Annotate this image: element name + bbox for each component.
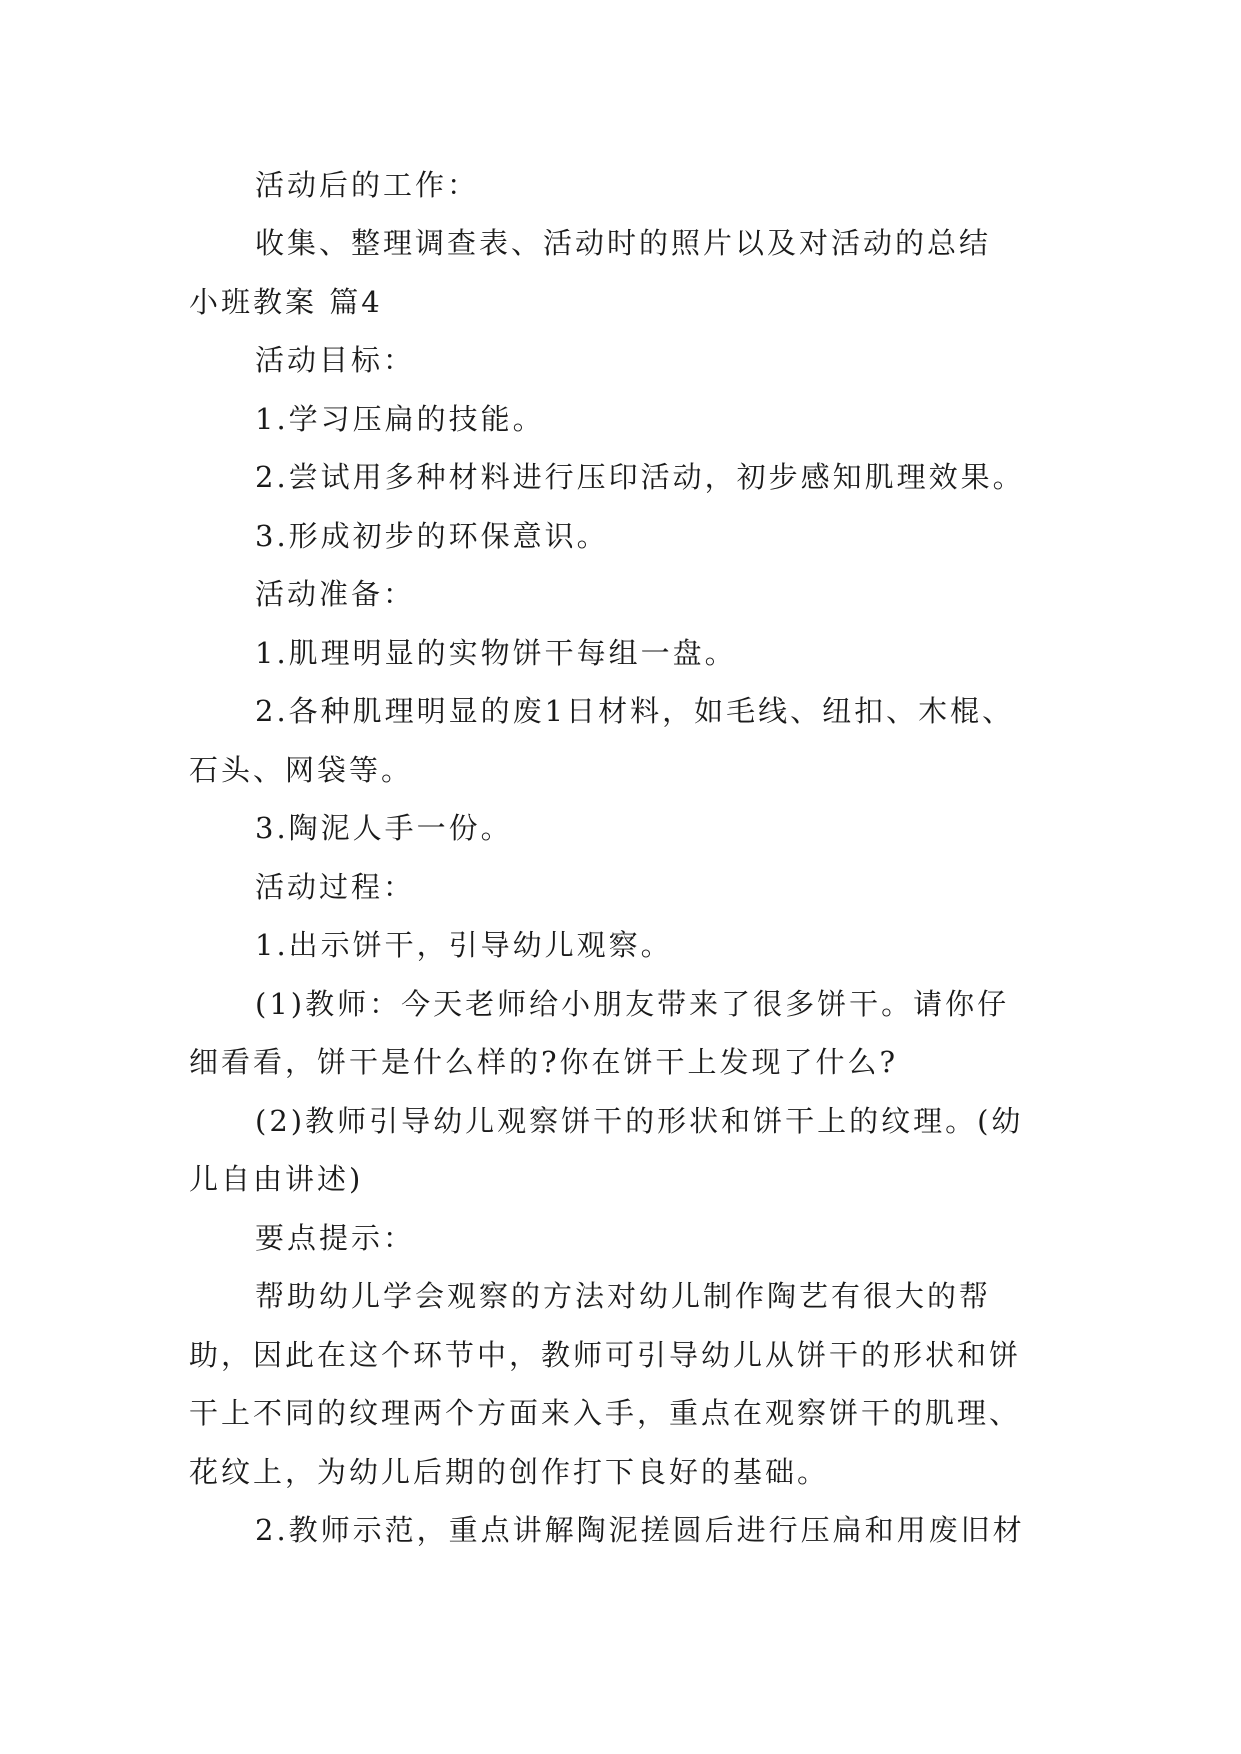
text-line: 2.尝试用多种材料进行压印活动，初步感知肌理效果。 bbox=[255, 460, 1025, 494]
text-line: (2)教师引导幼儿观察饼干的形状和饼干上的纹理。(幼 bbox=[255, 1104, 1024, 1138]
text-line: 1.学习压扁的技能。 bbox=[255, 402, 545, 436]
text-line: 儿自由讲述) bbox=[189, 1162, 364, 1196]
text-line: 干上不同的纹理两个方面来入手，重点在观察饼干的肌理、 bbox=[189, 1396, 1022, 1430]
text-line: (1)教师：今天老师给小朋友带来了很多饼干。请你仔 bbox=[255, 987, 1010, 1021]
text-line: 2.各种肌理明显的废1日材料，如毛线、纽扣、木棍、 bbox=[255, 694, 1015, 728]
text-line: 活动后的工作： bbox=[255, 168, 480, 202]
text-line: 石头、网袋等。 bbox=[189, 753, 414, 787]
text-line: 收集、整理调查表、活动时的照片以及对活动的总结 bbox=[255, 226, 992, 260]
text-line: 3.陶泥人手一份。 bbox=[255, 811, 513, 845]
text-line: 活动准备： bbox=[255, 577, 416, 611]
text-line: 帮助幼儿学会观察的方法对幼儿制作陶艺有很大的帮 bbox=[255, 1279, 992, 1313]
text-line: 活动目标： bbox=[255, 343, 416, 377]
text-line: 1.出示饼干，引导幼儿观察。 bbox=[255, 928, 673, 962]
text-line: 活动过程： bbox=[255, 870, 416, 904]
section-heading: 小班教案 篇4 bbox=[189, 285, 383, 319]
text-line: 细看看，饼干是什么样的?你在饼干上发现了什么? bbox=[189, 1045, 899, 1079]
text-line: 要点提示： bbox=[255, 1221, 416, 1255]
text-line: 3.形成初步的环保意识。 bbox=[255, 519, 609, 553]
text-line: 助，因此在这个环节中，教师可引导幼儿从饼干的形状和饼 bbox=[189, 1338, 1022, 1372]
text-line: 1.肌理明显的实物饼干每组一盘。 bbox=[255, 636, 737, 670]
text-line: 花纹上，为幼儿后期的创作打下良好的基础。 bbox=[189, 1455, 830, 1489]
text-line: 2.教师示范，重点讲解陶泥搓圆后进行压扁和用废旧材 bbox=[255, 1513, 1025, 1547]
